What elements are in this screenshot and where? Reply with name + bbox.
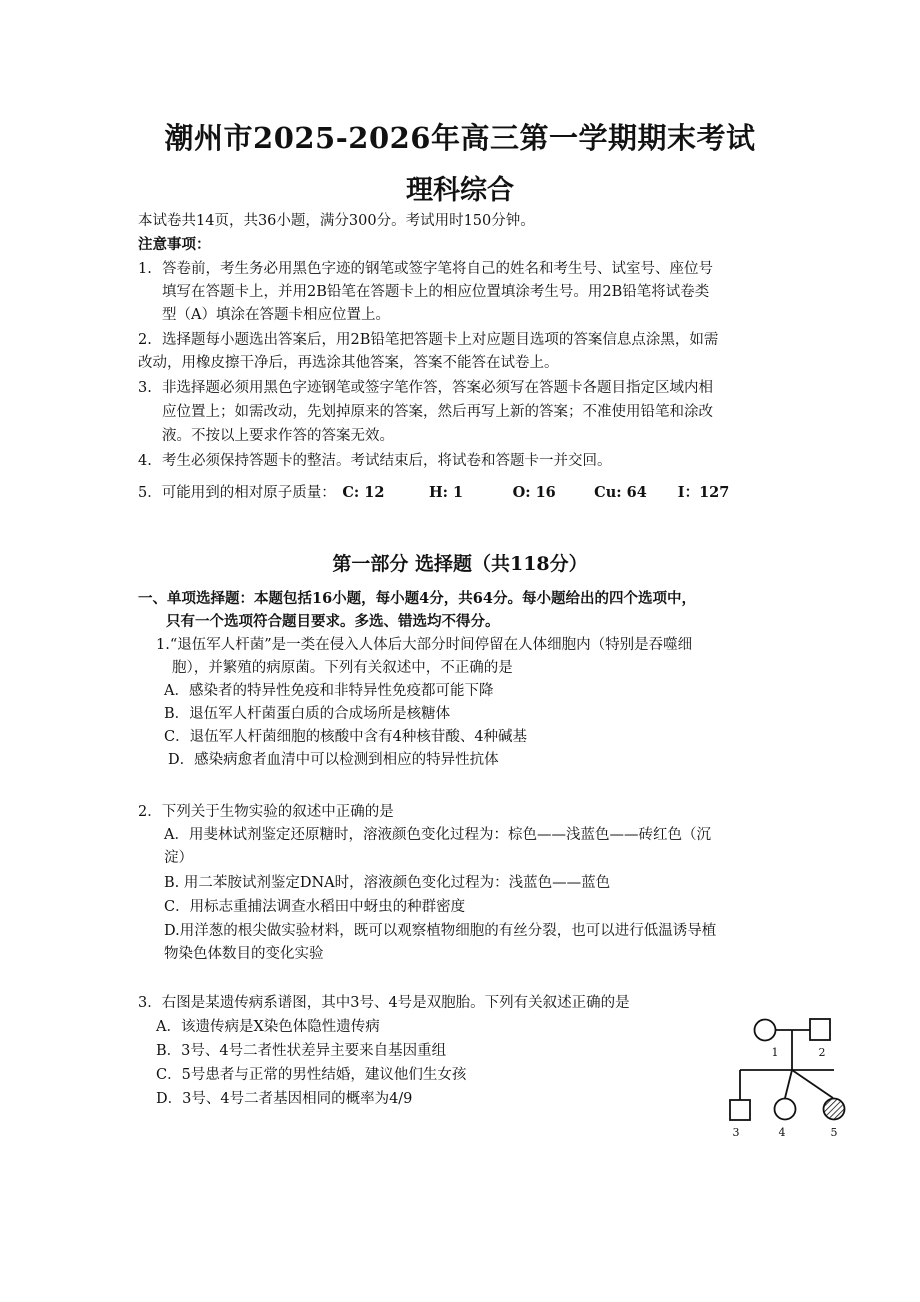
note-line: 非选择题必须用黑色字迹钢笔或签字笔作答，答案必须写在答题卡各题目指定区域内相 — [162, 380, 713, 396]
note-line: 答卷前，考生务必用黑色字迹的钢笔或签字笔将自己的姓名和考生号、试室号、座位号 — [162, 261, 713, 277]
pedigree-label: 3 — [732, 1126, 740, 1139]
question-stem: 2．下列关于生物实验的叙述中正确的是 — [138, 804, 394, 820]
note-line: 液。不按以上要求作答的答案无效。 — [162, 428, 394, 444]
note-line: 应位置上；如需改动，先划掉原来的答案，然后再写上新的答案；不准使用铅笔和涂改 — [162, 404, 713, 420]
exam-title: 潮州市2025-2026年高三第一学期期末考试 — [164, 121, 756, 155]
question-stem: 1.“退伍军人杆菌”是一类在侵入人体后大部分时间停留在人体细胞内（特别是吞噬细 — [156, 637, 693, 653]
pedigree-label: 4 — [778, 1126, 786, 1139]
option-d: D．感染病愈者血清中可以检测到相应的特异性抗体 — [168, 752, 499, 768]
atomic-mass-item: Cu: 64 — [594, 484, 647, 501]
atomic-mass-item: O: 16 — [512, 484, 556, 501]
note-number: 4. — [138, 453, 152, 469]
note-line: 填写在答题卡上，并用2B铅笔在答题卡上的相应位置填涂考生号。用2B铅笔将试卷类 — [162, 284, 710, 300]
option-d: D．3号、4号二者基因相同的概率为4/9 — [156, 1091, 413, 1107]
note-number: 3. — [138, 380, 152, 396]
female-affected-5 — [824, 1099, 845, 1120]
child-line — [792, 1070, 833, 1098]
note-number: 1. — [138, 261, 152, 277]
option-b: B．退伍军人杆菌蛋白质的合成场所是核糖体 — [164, 706, 451, 722]
note-line: 考生必须保持答题卡的整洁。考试结束后，将试卷和答题卡一并交回。 — [162, 453, 612, 469]
option-d: D.用洋葱的根尖做实验材料，既可以观察植物细胞的有丝分裂，也可以进行低温诱导植 — [164, 923, 717, 939]
child-line — [785, 1070, 792, 1098]
atomic-mass-item: I：127 — [677, 484, 730, 501]
note-line: 选择题每小题选出答案后，用2B铅笔把答题卡上对应题目选项的答案信息点涂黑，如需 — [162, 332, 719, 348]
pedigree-chart — [720, 1012, 850, 1142]
option-c: C．5号患者与正常的男性结婚，建议他们生女孩 — [156, 1067, 467, 1083]
option-a: A．该遗传病是X染色体隐性遗传病 — [156, 1019, 380, 1035]
pedigree-label: 5 — [830, 1126, 838, 1139]
option-c: C．退伍军人杆菌细胞的核酸中含有4种核苷酸、4种碱基 — [164, 729, 528, 745]
female-unaffected-1 — [755, 1020, 776, 1041]
part1-instruction: 只有一个选项符合题目要求。多选、错选均不得分。 — [166, 613, 500, 630]
option-a: A．感染者的特异性免疫和非特异性免疫都可能下降 — [164, 683, 494, 699]
question-stem: 胞），并繁殖的病原菌。下列有关叙述中，不正确的是 — [172, 660, 513, 676]
atomic-mass-item: H: 1 — [428, 484, 464, 501]
option-d-cont: 物染色体数目的变化实验 — [164, 946, 324, 962]
atomic-mass-label: 5．可能用到的相对原子质量： — [138, 485, 336, 501]
note-number: 2. — [138, 332, 152, 348]
pedigree-label: 2 — [818, 1046, 826, 1059]
exam-summary: 本试卷共14页，共36小题，满分300分。考试用时150分钟。 — [138, 213, 535, 229]
option-b: B. 用二苯胺试剂鉴定DNA时，溶液颜色变化过程为：浅蓝色——蓝色 — [164, 875, 611, 891]
male-unaffected-3 — [730, 1100, 750, 1120]
female-unaffected-4 — [775, 1099, 796, 1120]
atomic-mass-item: C: 12 — [342, 484, 385, 501]
note-line: 型（A）填涂在答题卡相应位置上。 — [162, 307, 390, 323]
note-line: 改动，用橡皮擦干净后，再选涂其他答案，答案不能答在试卷上。 — [138, 355, 559, 371]
male-unaffected-2 — [810, 1019, 830, 1040]
atomic-mass-line — [138, 481, 729, 505]
pedigree-label: 1 — [771, 1046, 779, 1059]
option-a: A．用斐林试剂鉴定还原糖时，溶液颜色变化过程为：棕色——浅蓝色——砖红色（沉 — [164, 827, 711, 843]
option-c: C．用标志重捕法调查水稻田中蚜虫的种群密度 — [164, 899, 466, 915]
exam-subtitle: 理科综合 — [406, 175, 514, 206]
option-b: B．3号、4号二者性状差异主要来自基因重组 — [156, 1043, 447, 1059]
question-stem: 3．右图是某遗传病系谱图，其中3号、4号是双胞胎。下列有关叙述正确的是 — [138, 995, 630, 1011]
part1-title: 第一部分 选择题（共118分） — [332, 553, 588, 575]
notes-title: 注意事项： — [138, 236, 211, 253]
option-a-cont: 淀） — [164, 850, 193, 866]
part1-instruction: 一、单项选择题：本题包括16小题，每小题4分，共64分。每小题给出的四个选项中， — [138, 590, 696, 607]
